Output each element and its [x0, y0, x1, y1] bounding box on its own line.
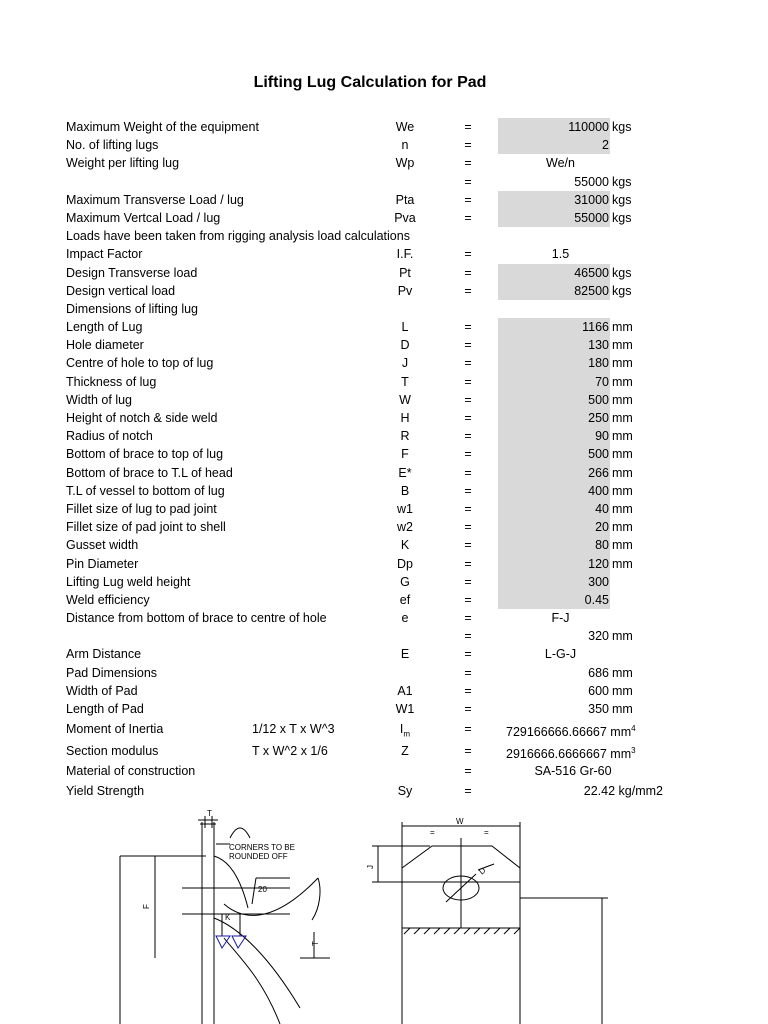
table-row	[0, 782, 768, 800]
row-label: Maximum Weight of the equipment	[66, 120, 259, 134]
row-label: Pad Dimensions	[66, 665, 158, 680]
row-equals: =	[464, 611, 472, 626]
table-row	[0, 609, 768, 627]
row-label: Distance from bottom of brace to centre of hole	[66, 611, 327, 626]
row-unit: mm	[612, 665, 633, 680]
row-label: Width of lug	[66, 392, 133, 407]
symbol-main: I	[399, 722, 404, 737]
row-equals: =	[464, 483, 472, 498]
row-equals: =	[464, 722, 472, 737]
row-value: L-G-J	[544, 647, 577, 662]
lug-drawing	[0, 808, 768, 1024]
row-label: Bottom of brace to top of lug	[66, 447, 224, 462]
row-value: 90	[595, 429, 609, 444]
row-label: Pin Diameter	[66, 556, 139, 571]
row-value: 2	[602, 138, 609, 153]
row-symbol: w2	[397, 520, 413, 535]
row-equals: =	[464, 520, 472, 535]
row-value: 500	[588, 447, 609, 462]
row-symbol: J	[401, 356, 409, 371]
table-row	[0, 482, 768, 500]
table-row	[0, 245, 768, 263]
row-value: 500	[588, 392, 609, 407]
row-equals: =	[464, 283, 472, 298]
row-unit: mm	[612, 629, 633, 644]
row-unit: mm	[610, 747, 632, 762]
row-unit: kgs	[612, 192, 632, 207]
row-symbol: Wp	[395, 156, 415, 171]
row-value: 729166666.66667	[506, 725, 607, 740]
row-symbol: E	[400, 647, 410, 662]
table-row	[0, 209, 768, 227]
row-unit: mm	[610, 725, 632, 740]
row-label: Impact Factor	[66, 247, 143, 262]
row-unit: mm	[612, 411, 633, 425]
j-dimension-label: J	[366, 865, 375, 869]
table-row	[0, 740, 768, 762]
table-row	[0, 427, 768, 445]
equal-mark-right: =	[484, 828, 489, 837]
table-row	[0, 191, 768, 209]
row-equals: =	[464, 356, 472, 371]
row-label: Maximum Transverse Load / lug	[66, 192, 244, 207]
t2-dimension-label: T	[311, 941, 320, 946]
table-row	[0, 136, 768, 154]
table-row	[0, 336, 768, 354]
row-unit: mm	[612, 683, 633, 698]
row-symbol: w1	[397, 501, 413, 516]
row-unit: mm	[612, 702, 633, 716]
row-symbol: A1	[397, 683, 413, 698]
row-value: 1.5	[551, 247, 570, 262]
row-value: 46500	[574, 265, 609, 280]
row-value: 22.42	[583, 784, 616, 799]
row-equals: =	[464, 247, 472, 262]
row-equals: =	[464, 320, 472, 335]
row-unit: mm	[612, 356, 633, 371]
row-equals: =	[464, 764, 472, 779]
d-dimension-label: D	[477, 865, 488, 877]
row-symbol: E*	[398, 465, 412, 480]
row-unit: mm	[612, 374, 633, 389]
table-row	[0, 264, 768, 282]
table-row	[0, 518, 768, 536]
row-symbol: K	[400, 538, 410, 553]
row-value: 80	[595, 538, 609, 553]
row-label: Design Transverse load	[66, 265, 198, 280]
row-equals: =	[464, 429, 472, 444]
table-row	[0, 409, 768, 427]
table-row	[0, 282, 768, 300]
row-unit: mm	[612, 501, 633, 516]
row-symbol: Pv	[397, 283, 413, 298]
row-label: Section modulus	[66, 744, 159, 759]
row-value: We/n	[546, 156, 575, 171]
row-symbol: H	[400, 411, 410, 425]
row-label: Material of construction	[66, 764, 196, 779]
hatching	[404, 928, 520, 934]
table-row	[0, 300, 768, 318]
row-unit: mm	[612, 465, 633, 480]
row-label: Arm Distance	[66, 647, 142, 662]
corner-note-line2: ROUNDED OFF	[229, 852, 288, 861]
row-value: 110000	[568, 120, 609, 134]
equal-mark-left: =	[430, 828, 435, 837]
row-symbol: Sy	[397, 784, 413, 799]
row-value: 20	[595, 520, 609, 535]
row-unit: mm	[612, 556, 633, 571]
row-equals: =	[464, 192, 472, 207]
row-equals: =	[464, 392, 472, 407]
row-label: Length of Lug	[66, 320, 143, 335]
row-equals: =	[464, 744, 472, 759]
table-row	[0, 664, 768, 682]
row-value: F-J	[551, 611, 570, 626]
row-label: Thickness of lug	[66, 374, 157, 389]
row-unit: kgs	[612, 283, 632, 298]
row-equals: =	[464, 338, 472, 353]
table-row	[0, 464, 768, 482]
row-equals: =	[464, 265, 472, 280]
row-symbol: G	[400, 574, 410, 589]
table-row	[0, 627, 768, 645]
row-unit: kgs	[612, 210, 632, 225]
row-equals: =	[464, 629, 472, 644]
row-unit: mm	[612, 447, 633, 462]
row-symbol: Pt	[399, 265, 411, 280]
row-label: Lifting Lug weld height	[66, 574, 191, 589]
row-label: Maximum Vertcal Load / lug	[66, 210, 221, 225]
w-dimension-label: W	[456, 817, 464, 826]
row-label: Design vertical load	[66, 283, 176, 298]
row-unit: mm	[612, 392, 633, 407]
row-value: 2916666.6666667	[506, 747, 607, 762]
row-label: Hole diameter	[66, 338, 144, 353]
row-symbol: Pva	[394, 210, 416, 225]
row-value: 600	[588, 683, 609, 698]
table-row	[0, 373, 768, 391]
table-row	[0, 718, 768, 740]
row-formula: T x W^2 x 1/6	[252, 744, 328, 759]
row-equals: =	[464, 702, 472, 716]
row-value: 55000	[574, 210, 609, 225]
row-symbol: Dp	[397, 556, 413, 571]
row-equals: =	[464, 647, 472, 662]
unit-superscript: 4	[631, 724, 636, 734]
table-row	[0, 154, 768, 172]
calculation-table	[0, 118, 768, 801]
row-equals: =	[464, 465, 472, 480]
row-value: 400	[588, 483, 609, 498]
row-symbol: Pta	[395, 192, 415, 207]
table-row	[0, 318, 768, 336]
row-symbol: e	[401, 611, 409, 626]
table-row	[0, 573, 768, 591]
row-symbol: B	[400, 483, 410, 498]
table-row	[0, 645, 768, 663]
row-formula: 1/12 x T x W^3	[252, 722, 335, 737]
corner-note-line1: CORNERS TO BE	[229, 843, 295, 852]
row-equals: =	[464, 556, 472, 571]
row-label: Gusset width	[66, 538, 139, 553]
row-value-with-unit	[498, 782, 663, 800]
row-value: 70	[595, 374, 609, 389]
row-label: Radius of notch	[66, 429, 153, 444]
row-equals: =	[464, 156, 472, 171]
row-symbol: Z	[401, 744, 409, 759]
row-unit: kgs	[612, 120, 632, 134]
front-view	[372, 822, 608, 1024]
row-label: Fillet size of lug to pad joint	[66, 501, 217, 516]
table-row	[0, 445, 768, 463]
row-symbol: n	[401, 138, 409, 153]
row-value: 1166	[582, 320, 609, 335]
table-row	[0, 700, 768, 718]
row-label: Centre of hole to top of lug	[66, 356, 214, 371]
row-equals: =	[464, 447, 472, 462]
page-title: Lifting Lug Calculation for Pad	[253, 74, 487, 91]
row-label: T.L of vessel to bottom of lug	[66, 483, 225, 498]
k-dimension-label: K	[225, 913, 231, 922]
row-symbol: I.F.	[396, 247, 414, 262]
f-dimension-label: F	[142, 904, 151, 909]
row-unit: mm	[612, 338, 633, 353]
row-label: Weld efficiency	[66, 592, 150, 607]
table-row	[0, 173, 768, 191]
row-unit: kgs	[612, 265, 632, 280]
row-unit: mm	[612, 483, 633, 498]
table-row	[0, 591, 768, 609]
table-row	[0, 354, 768, 372]
row-unit: kgs	[612, 174, 632, 189]
table-row	[0, 762, 768, 780]
table-row	[0, 536, 768, 554]
row-symbol: ef	[399, 592, 411, 607]
row-label: Moment of Inertia	[66, 722, 164, 737]
row-label: Dimensions of lifting lug	[66, 301, 199, 316]
row-equals: =	[464, 411, 472, 425]
angle-label: 20	[258, 885, 267, 894]
row-label: Height of notch & side weld	[66, 411, 218, 425]
row-symbol: D	[400, 338, 410, 353]
t-dimension-label: T	[207, 809, 212, 818]
row-equals: =	[464, 138, 472, 153]
table-row	[0, 391, 768, 409]
row-equals: =	[464, 592, 472, 607]
row-symbol: T	[401, 374, 409, 389]
row-label: Fillet size of pad joint to shell	[66, 520, 226, 535]
row-value: 82500	[574, 283, 609, 298]
unit-superscript: 3	[631, 746, 636, 756]
row-unit: mm	[612, 320, 633, 335]
row-equals: =	[464, 538, 472, 553]
row-symbol: W	[399, 392, 411, 407]
row-value: 120	[588, 556, 609, 571]
row-label: Bottom of brace to T.L of head	[66, 465, 233, 480]
row-equals: =	[464, 174, 472, 189]
row-equals: =	[464, 784, 472, 799]
row-label: Yield Strength	[66, 784, 145, 799]
row-label: Loads have been taken from rigging analysis load calculations	[66, 229, 410, 244]
row-equals: =	[464, 120, 472, 134]
row-unit: mm	[612, 520, 633, 535]
row-label: No. of lifting lugs	[66, 138, 159, 153]
row-value: 300	[588, 574, 609, 589]
row-value: SA-516 Gr-60	[534, 764, 612, 779]
table-row	[0, 682, 768, 700]
row-value: 350	[588, 702, 609, 716]
row-symbol: We	[395, 120, 415, 134]
row-value: 250	[588, 411, 609, 425]
row-equals: =	[464, 683, 472, 698]
row-value: 686	[588, 665, 609, 680]
row-equals: =	[464, 210, 472, 225]
table-row	[0, 555, 768, 573]
row-value: 180	[588, 356, 609, 371]
table-row	[0, 227, 768, 245]
row-label: Length of Pad	[66, 702, 144, 716]
row-value: 40	[595, 501, 609, 516]
row-unit: kg/mm2	[618, 784, 663, 799]
row-value: 0.45	[584, 592, 609, 607]
row-value: 31000	[574, 192, 609, 207]
row-symbol: F	[401, 447, 409, 462]
row-symbol: R	[400, 429, 410, 444]
row-equals: =	[464, 374, 472, 389]
row-unit: mm	[612, 538, 633, 553]
table-row	[0, 118, 768, 136]
table-row	[0, 500, 768, 518]
row-label: Width of Pad	[66, 683, 138, 698]
row-value: 55000	[574, 174, 609, 189]
row-value: 320	[588, 629, 609, 644]
row-value: 266	[588, 465, 609, 480]
symbol-subscript: m	[403, 729, 411, 739]
row-label: Weight per lifting lug	[66, 156, 180, 171]
row-equals: =	[464, 665, 472, 680]
row-value: 130	[588, 338, 609, 353]
row-unit: mm	[612, 429, 633, 444]
row-equals: =	[464, 501, 472, 516]
row-symbol: W1	[395, 702, 415, 716]
row-symbol: L	[401, 320, 409, 335]
row-equals: =	[464, 574, 472, 589]
